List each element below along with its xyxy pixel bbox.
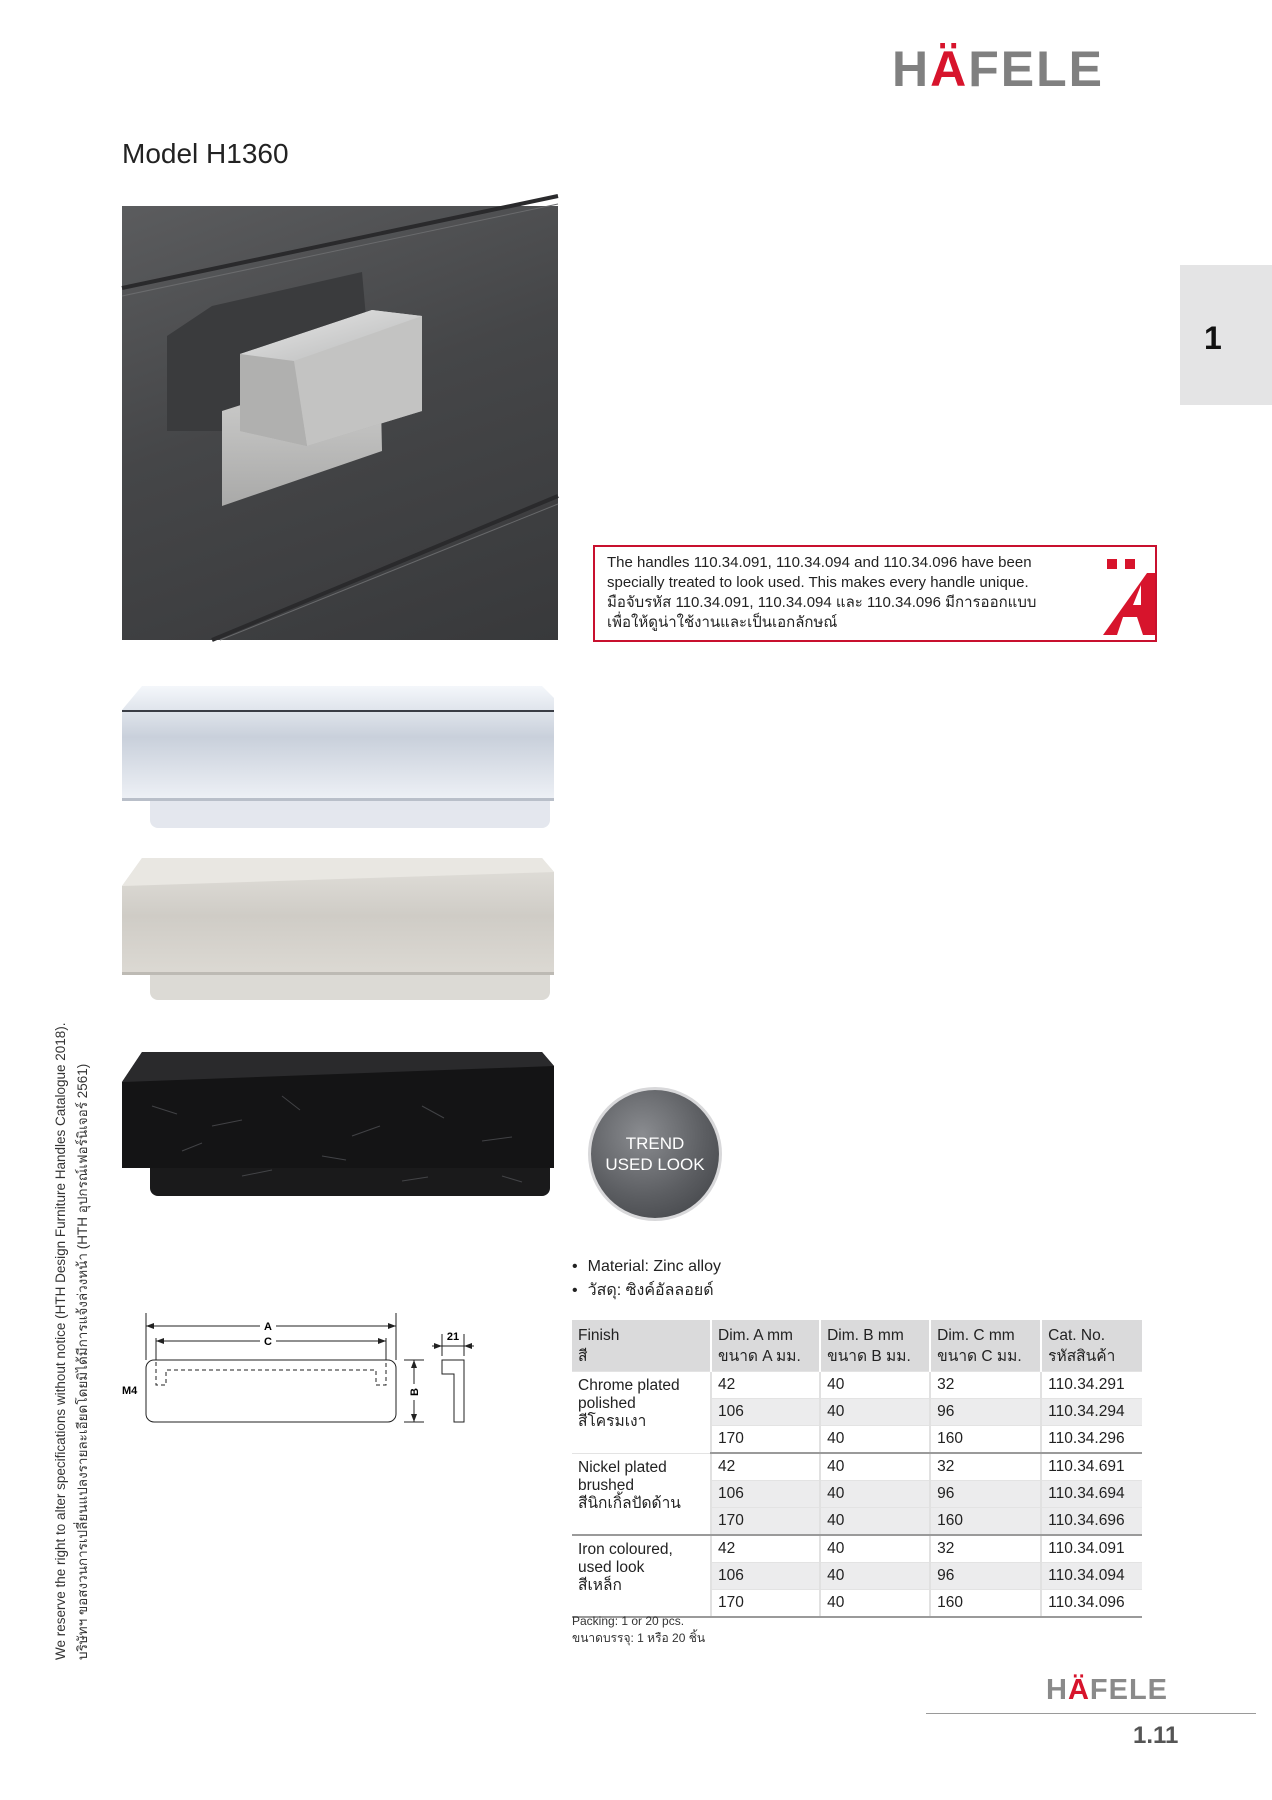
dim-b-cell: 40 — [820, 1481, 930, 1508]
col-dim-a: Dim. A mm ขนาด A มม. — [711, 1320, 820, 1372]
notice-line: เพื่อให้ดูน่าใช้งานและเป็นเอกลักษณ์ — [607, 614, 838, 631]
dim-b-cell: 40 — [820, 1590, 930, 1618]
material-item: • วัสดุ: ซิงค์อัลลอยด์ — [572, 1279, 721, 1303]
disclaimer-line: We reserve the right to alter specifications without notice (HTH Design Furniture Handles Catalogue 2018). — [53, 1022, 68, 1660]
m4-label: M4 — [122, 1385, 138, 1397]
material-item: • Material: Zinc alloy — [572, 1255, 721, 1279]
iron-finish-photo — [122, 1046, 554, 1198]
cat-no-cell: 110.34.291 — [1041, 1372, 1142, 1399]
chapter-number: 1 — [1204, 320, 1222, 356]
col-dim-b: Dim. B mm ขนาด B มม. — [820, 1320, 930, 1372]
col-finish: Finish สี — [572, 1320, 711, 1372]
dim-a-cell: 170 — [711, 1590, 820, 1618]
dim-b-cell: 40 — [820, 1508, 930, 1536]
notice-line: มือจับรหัส 110.34.091, 110.34.094 และ 110.34.096 มีการออกแบบ — [607, 594, 1037, 611]
footer-logo: HÄFELE — [1046, 1674, 1169, 1706]
nickel-finish-photo — [122, 850, 554, 1002]
notice-line: The handles 110.34.091, 110.34.094 and 110.34.096 have been — [607, 554, 1032, 571]
dim-a-cell: 170 — [711, 1426, 820, 1454]
dim-b-cell: 40 — [820, 1399, 930, 1426]
disclaimer-line: บริษัทฯ ขอสงวนการเปลี่ยนแปลงรายละเอียดโดยมิได้มีการแจ้งล่วงหน้า (HTH อุปกรณ์เฟอร์นิเจอร์ 2561) — [75, 1063, 90, 1660]
cat-no-cell: 110.34.094 — [1041, 1563, 1142, 1590]
dim-b-cell: 40 — [820, 1372, 930, 1399]
packing-info — [572, 1613, 705, 1647]
badge-line: TREND — [625, 1134, 685, 1153]
brand-logo: HÄFELE — [892, 41, 1105, 97]
finish-cell: Nickel plated brushed สีนิกเกิ้ลปัดด้าน — [572, 1453, 711, 1535]
cat-no-cell: 110.34.694 — [1041, 1481, 1142, 1508]
notice-text — [607, 553, 1077, 633]
dim-a-label: A — [264, 1321, 272, 1333]
dim-c-cell: 32 — [930, 1535, 1041, 1563]
dim-a-cell: 106 — [711, 1563, 820, 1590]
used-look-notice — [593, 545, 1157, 642]
chrome-finish-photo — [122, 680, 554, 832]
table-row — [572, 1453, 1142, 1481]
dim-a-cell: 42 — [711, 1535, 820, 1563]
cat-no-cell: 110.34.296 — [1041, 1426, 1142, 1454]
dim-b-cell: 40 — [820, 1453, 930, 1481]
dim-21-label: 21 — [446, 1331, 460, 1343]
dim-a-cell: 42 — [711, 1372, 820, 1399]
dim-b-cell: 40 — [820, 1563, 930, 1590]
dim-c-cell: 32 — [930, 1372, 1041, 1399]
finish-cell: Chrome plated polished สีโครมเงา — [572, 1372, 711, 1454]
cat-no-cell: 110.34.696 — [1041, 1508, 1142, 1536]
dim-a-cell: 42 — [711, 1453, 820, 1481]
cat-no-cell: 110.34.691 — [1041, 1453, 1142, 1481]
cat-no-cell: 110.34.096 — [1041, 1590, 1142, 1618]
hafele-a-icon — [1095, 555, 1155, 635]
dim-c-cell: 160 — [930, 1508, 1041, 1536]
packing-line: ขนาดบรรจุ: 1 หรือ 20 ชิ้น — [572, 1631, 706, 1645]
dim-c-cell: 96 — [930, 1563, 1041, 1590]
dim-b-cell: 40 — [820, 1426, 930, 1454]
dim-a-cell: 106 — [711, 1399, 820, 1426]
packing-line: Packing: 1 or 20 pcs. — [572, 1614, 685, 1628]
finish-cell: Iron coloured, used look สีเหล็ก — [572, 1535, 711, 1617]
dim-c-label: C — [264, 1336, 272, 1348]
dim-c-cell: 160 — [930, 1426, 1041, 1454]
col-dim-c: Dim. C mm ขนาด C มม. — [930, 1320, 1041, 1372]
page-title: Model H1360 — [122, 138, 289, 169]
product-hero-photo — [122, 206, 558, 640]
specification-table — [572, 1320, 1142, 1618]
chapter-tab — [1180, 265, 1272, 405]
cat-no-cell: 110.34.294 — [1041, 1399, 1142, 1426]
cat-no-cell: 110.34.091 — [1041, 1535, 1142, 1563]
col-cat-no: Cat. No. รหัสสินค้า — [1041, 1320, 1142, 1372]
table-row — [572, 1372, 1142, 1399]
dim-b-cell: 40 — [820, 1535, 930, 1563]
dim-c-cell: 32 — [930, 1453, 1041, 1481]
dim-a-cell: 170 — [711, 1508, 820, 1536]
dim-c-cell: 96 — [930, 1481, 1041, 1508]
footer-divider — [926, 1713, 1256, 1714]
material-list — [572, 1255, 721, 1303]
dim-c-cell: 160 — [930, 1590, 1041, 1618]
table-header-row — [572, 1320, 1142, 1372]
notice-line: specially treated to look used. This makes every handle unique. — [607, 574, 1029, 591]
table-row — [572, 1535, 1142, 1563]
dim-c-cell: 96 — [930, 1399, 1041, 1426]
badge-line: USED LOOK — [605, 1155, 705, 1174]
page-number: 1.11 — [1133, 1722, 1179, 1749]
dim-a-cell: 106 — [711, 1481, 820, 1508]
dim-b-label: B — [409, 1388, 421, 1396]
badge-text — [605, 1133, 704, 1175]
trend-used-look-badge — [591, 1090, 719, 1218]
technical-drawing — [122, 1310, 514, 1440]
